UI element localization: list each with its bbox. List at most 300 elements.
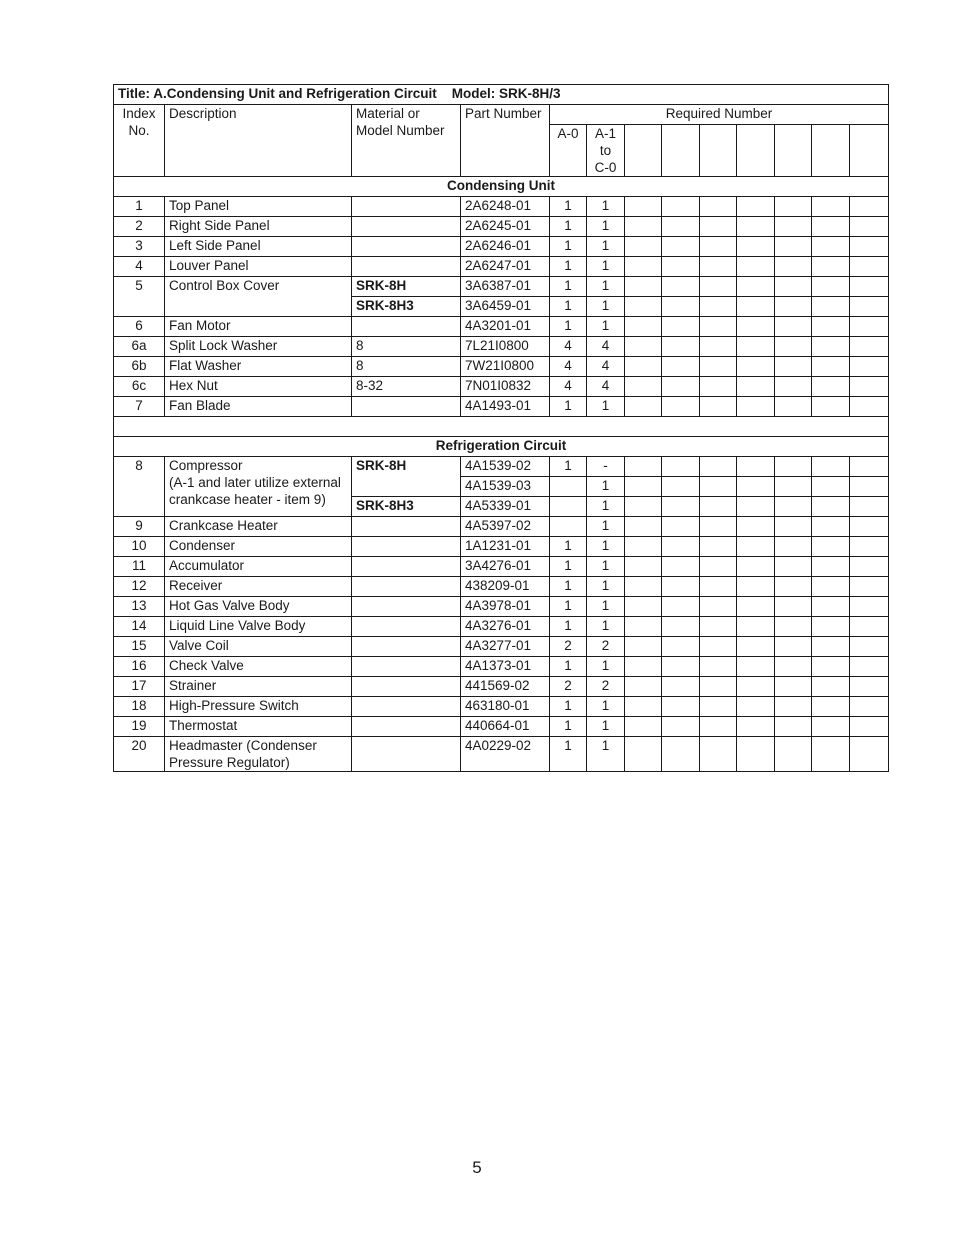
spacer-row xyxy=(114,417,889,437)
table-cell: 4A0229-02 xyxy=(461,737,550,772)
table-cell: 1 xyxy=(587,597,625,617)
table-cell xyxy=(550,497,587,517)
table-cell xyxy=(812,477,850,497)
table-cell xyxy=(352,217,461,237)
table-cell xyxy=(737,657,775,677)
table-cell xyxy=(662,477,700,497)
table-cell xyxy=(737,217,775,237)
table-cell xyxy=(850,637,889,657)
table-cell xyxy=(662,457,700,477)
table-row xyxy=(114,717,889,737)
table-cell xyxy=(812,257,850,277)
table-cell: 1 xyxy=(587,217,625,237)
table-cell xyxy=(775,197,812,217)
table-cell xyxy=(850,557,889,577)
table-cell: 1 xyxy=(587,197,625,217)
table-cell xyxy=(850,717,889,737)
table-cell: 1 xyxy=(550,597,587,617)
table-cell xyxy=(737,377,775,397)
table-cell xyxy=(737,637,775,657)
table-cell xyxy=(700,517,737,537)
table-row xyxy=(114,277,889,297)
table-cell xyxy=(850,197,889,217)
table-cell xyxy=(352,317,461,337)
table-cell xyxy=(700,577,737,597)
table-cell: 4A1539-03 xyxy=(461,477,550,497)
table-cell xyxy=(850,377,889,397)
table-cell xyxy=(625,557,662,577)
table-cell: 2A6245-01 xyxy=(461,217,550,237)
table-cell xyxy=(700,657,737,677)
table-cell xyxy=(737,357,775,377)
required-number-header: Required Number xyxy=(550,105,889,125)
table-cell: 2A6247-01 xyxy=(461,257,550,277)
table-cell xyxy=(812,337,850,357)
table-cell xyxy=(625,457,662,477)
section-title: Refrigeration Circuit xyxy=(114,437,889,457)
table-cell xyxy=(775,217,812,237)
table-cell xyxy=(662,737,700,772)
table-cell: Fan Motor xyxy=(165,317,352,337)
table-cell xyxy=(812,537,850,557)
table-cell: 1 xyxy=(587,297,625,317)
table-cell xyxy=(812,677,850,697)
table-cell xyxy=(850,297,889,317)
table-cell: 3A6387-01 xyxy=(461,277,550,297)
table-cell: SRK-8H3 xyxy=(352,497,461,517)
table-cell: 3A4276-01 xyxy=(461,557,550,577)
table-cell: 1 xyxy=(550,197,587,217)
table-cell xyxy=(625,397,662,417)
table-cell: Left Side Panel xyxy=(165,237,352,257)
table-cell: Split Lock Washer xyxy=(165,337,352,357)
title-text: Title: A.Condensing Unit and Refrigeration Circuit xyxy=(118,86,437,101)
table-cell xyxy=(352,637,461,657)
table-cell: 4A3201-01 xyxy=(461,317,550,337)
table-cell xyxy=(850,497,889,517)
table-row xyxy=(114,657,889,677)
table-cell xyxy=(662,317,700,337)
table-cell: 2 xyxy=(587,677,625,697)
table-cell: Receiver xyxy=(165,577,352,597)
table-cell xyxy=(775,717,812,737)
table-cell: Crankcase Heater xyxy=(165,517,352,537)
table-cell xyxy=(352,697,461,717)
table-cell: 1 xyxy=(587,517,625,537)
table-cell xyxy=(775,237,812,257)
table-cell xyxy=(737,237,775,257)
table-cell xyxy=(775,317,812,337)
table-row xyxy=(114,517,889,537)
table-cell xyxy=(662,677,700,697)
table-cell: Control Box Cover xyxy=(165,277,352,317)
table-cell: 4A1539-02 xyxy=(461,457,550,477)
table-cell xyxy=(737,737,775,772)
table-cell xyxy=(775,337,812,357)
table-cell: 9 xyxy=(114,517,165,537)
table-cell xyxy=(812,497,850,517)
table-cell xyxy=(625,677,662,697)
table-cell xyxy=(625,337,662,357)
table-cell: 2 xyxy=(550,677,587,697)
table-row xyxy=(114,317,889,337)
table-cell xyxy=(775,537,812,557)
table-cell: Headmaster (Condenser Pressure Regulator) xyxy=(165,737,352,772)
table-row xyxy=(114,257,889,277)
table-cell xyxy=(625,737,662,772)
table-cell: 1 xyxy=(550,277,587,297)
table-cell xyxy=(850,737,889,772)
table-cell: 5 xyxy=(114,277,165,317)
a1-header: A-1 to C-0 xyxy=(587,125,625,177)
table-row xyxy=(114,397,889,417)
table-cell: 1 xyxy=(114,197,165,217)
table-cell: 12 xyxy=(114,577,165,597)
a0-header: A-0 xyxy=(550,125,587,177)
table-row xyxy=(114,637,889,657)
table-cell xyxy=(737,577,775,597)
table-cell xyxy=(352,237,461,257)
table-row xyxy=(114,197,889,217)
table-cell: Valve Coil xyxy=(165,637,352,657)
table-cell: 1 xyxy=(550,257,587,277)
table-cell xyxy=(812,717,850,737)
table-cell: 4A3277-01 xyxy=(461,637,550,657)
table-cell xyxy=(352,677,461,697)
table-cell xyxy=(700,357,737,377)
section-refrigeration-circuit xyxy=(114,437,889,457)
table-cell: - xyxy=(587,457,625,477)
table-cell xyxy=(700,337,737,357)
page-number: 5 xyxy=(472,1158,482,1177)
table-cell: 16 xyxy=(114,657,165,677)
table-cell: 4 xyxy=(550,377,587,397)
table-cell xyxy=(700,125,737,177)
table-cell xyxy=(625,697,662,717)
table-cell xyxy=(812,577,850,597)
table-cell xyxy=(700,457,737,477)
table-cell: 17 xyxy=(114,677,165,697)
table-cell: 6 xyxy=(114,317,165,337)
table-cell: 2 xyxy=(114,217,165,237)
table-cell xyxy=(775,357,812,377)
table-cell xyxy=(352,257,461,277)
table-cell: 6b xyxy=(114,357,165,377)
table-cell: Hot Gas Valve Body xyxy=(165,597,352,617)
table-cell xyxy=(775,737,812,772)
table-cell: 19 xyxy=(114,717,165,737)
table-cell: SRK-8H xyxy=(352,277,461,297)
table-cell xyxy=(775,517,812,537)
table-cell: Check Valve xyxy=(165,657,352,677)
table-cell xyxy=(625,657,662,677)
table-cell xyxy=(850,317,889,337)
table-cell xyxy=(114,417,889,437)
table-cell xyxy=(700,617,737,637)
table-cell xyxy=(812,697,850,717)
table-row xyxy=(114,737,889,772)
table-cell: 1 xyxy=(587,277,625,297)
table-cell xyxy=(662,577,700,597)
table-cell: 4A1373-01 xyxy=(461,657,550,677)
table-cell: Top Panel xyxy=(165,197,352,217)
table-cell xyxy=(352,577,461,597)
table-cell xyxy=(662,617,700,637)
table-cell xyxy=(737,497,775,517)
table-cell xyxy=(700,637,737,657)
table-cell: 1 xyxy=(550,617,587,637)
table-cell xyxy=(737,697,775,717)
table-cell xyxy=(662,277,700,297)
table-cell xyxy=(662,125,700,177)
table-cell xyxy=(775,577,812,597)
table-cell: 4A3276-01 xyxy=(461,617,550,637)
table-row xyxy=(114,577,889,597)
table-cell xyxy=(737,297,775,317)
table-cell xyxy=(812,125,850,177)
table-cell: 1 xyxy=(587,657,625,677)
table-cell: 4A3978-01 xyxy=(461,597,550,617)
table-cell xyxy=(812,517,850,537)
table-cell: 1 xyxy=(550,557,587,577)
table-cell xyxy=(737,617,775,637)
table-cell xyxy=(700,217,737,237)
table-cell: 15 xyxy=(114,637,165,657)
table-cell: 4A5339-01 xyxy=(461,497,550,517)
table-cell xyxy=(775,617,812,637)
index-header: Index No. xyxy=(114,105,165,177)
table-cell: 4 xyxy=(587,357,625,377)
table-cell: High-Pressure Switch xyxy=(165,697,352,717)
table-cell xyxy=(850,697,889,717)
table-cell: 11 xyxy=(114,557,165,577)
table-cell: Flat Washer xyxy=(165,357,352,377)
table-cell: 2A6246-01 xyxy=(461,237,550,257)
table-cell xyxy=(737,477,775,497)
table-cell: 4 xyxy=(114,257,165,277)
table-cell: Condenser xyxy=(165,537,352,557)
table-cell: 1 xyxy=(587,317,625,337)
table-cell xyxy=(662,717,700,737)
table-cell xyxy=(737,517,775,537)
table-cell xyxy=(352,397,461,417)
table-cell xyxy=(737,557,775,577)
table-cell xyxy=(662,337,700,357)
table-cell xyxy=(625,617,662,637)
table-cell xyxy=(700,377,737,397)
table-cell xyxy=(662,537,700,557)
table-cell xyxy=(700,677,737,697)
title-row xyxy=(114,85,889,105)
table-cell xyxy=(625,125,662,177)
table-row xyxy=(114,237,889,257)
table-cell xyxy=(775,257,812,277)
table-cell xyxy=(700,257,737,277)
table-cell: Compressor (A-1 and later utilize external crankcase heater - item 9) xyxy=(165,457,352,517)
table-cell xyxy=(850,277,889,297)
table-cell xyxy=(812,217,850,237)
table-cell xyxy=(625,277,662,297)
section-title: Condensing Unit xyxy=(114,177,889,197)
table-cell: 8 xyxy=(114,457,165,517)
table-cell: 1 xyxy=(587,497,625,517)
table-cell: Right Side Panel xyxy=(165,217,352,237)
table-cell: 1 xyxy=(550,577,587,597)
table-cell xyxy=(700,557,737,577)
table-cell xyxy=(850,677,889,697)
table-row xyxy=(114,677,889,697)
table-cell xyxy=(737,125,775,177)
table-cell: 463180-01 xyxy=(461,697,550,717)
table-cell xyxy=(700,597,737,617)
table-cell: 1 xyxy=(550,457,587,477)
table-cell xyxy=(775,125,812,177)
table-cell xyxy=(850,577,889,597)
table-cell xyxy=(850,597,889,617)
table-cell xyxy=(775,657,812,677)
table-cell xyxy=(662,557,700,577)
table-cell: 14 xyxy=(114,617,165,637)
table-cell: 1A1231-01 xyxy=(461,537,550,557)
table-cell: 1 xyxy=(550,397,587,417)
table-cell xyxy=(550,517,587,537)
table-cell xyxy=(662,597,700,617)
table-cell xyxy=(700,297,737,317)
table-cell: 1 xyxy=(587,697,625,717)
table-cell xyxy=(775,457,812,477)
table-cell: 1 xyxy=(587,737,625,772)
table-cell xyxy=(812,317,850,337)
table-cell: 1 xyxy=(550,697,587,717)
table-cell: 1 xyxy=(587,477,625,497)
table-cell xyxy=(625,297,662,317)
table-cell xyxy=(850,217,889,237)
table-cell xyxy=(352,557,461,577)
table-row xyxy=(114,337,889,357)
table-cell xyxy=(625,237,662,257)
table-cell: Strainer xyxy=(165,677,352,697)
table-cell xyxy=(775,597,812,617)
table-cell xyxy=(775,297,812,317)
table-row xyxy=(114,697,889,717)
table-cell xyxy=(625,517,662,537)
table-cell xyxy=(775,557,812,577)
table-cell xyxy=(812,357,850,377)
table-row xyxy=(114,617,889,637)
table-cell xyxy=(812,737,850,772)
table-cell xyxy=(662,257,700,277)
table-row xyxy=(114,557,889,577)
table-cell xyxy=(625,497,662,517)
table-cell xyxy=(352,597,461,617)
table-cell xyxy=(850,617,889,637)
table-cell: 1 xyxy=(587,397,625,417)
material-header: Material or Model Number xyxy=(352,105,461,177)
table-cell: 1 xyxy=(550,237,587,257)
table-cell: 441569-02 xyxy=(461,677,550,697)
table-cell xyxy=(775,677,812,697)
table-cell xyxy=(625,257,662,277)
table-cell xyxy=(700,537,737,557)
table-cell xyxy=(775,277,812,297)
table-cell xyxy=(662,397,700,417)
table-cell xyxy=(812,377,850,397)
table-cell: 1 xyxy=(587,237,625,257)
model-text: Model: SRK-8H/3 xyxy=(451,86,561,101)
table-cell xyxy=(700,717,737,737)
table-cell xyxy=(662,657,700,677)
table-cell: 1 xyxy=(550,297,587,317)
table-cell xyxy=(737,677,775,697)
table-cell xyxy=(662,637,700,657)
parts-table xyxy=(113,84,889,772)
table-cell xyxy=(625,717,662,737)
table-cell xyxy=(700,237,737,257)
table-cell xyxy=(775,697,812,717)
table-cell: Thermostat xyxy=(165,717,352,737)
table-cell xyxy=(700,277,737,297)
table-cell xyxy=(812,597,850,617)
table-cell xyxy=(662,297,700,317)
table-cell xyxy=(662,517,700,537)
table-cell xyxy=(662,377,700,397)
table-cell: 1 xyxy=(587,257,625,277)
table-cell: 4A5397-02 xyxy=(461,517,550,537)
table-cell xyxy=(625,597,662,617)
table-cell xyxy=(737,257,775,277)
table-cell xyxy=(850,125,889,177)
part-number-header: Part Number xyxy=(461,105,550,177)
table-cell: 8-32 xyxy=(352,377,461,397)
table-cell xyxy=(737,317,775,337)
table-cell xyxy=(775,497,812,517)
table-row xyxy=(114,357,889,377)
table-cell xyxy=(850,657,889,677)
table-cell: 1 xyxy=(587,557,625,577)
table-cell xyxy=(737,597,775,617)
table-cell: SRK-8H xyxy=(352,457,461,497)
table-cell xyxy=(812,637,850,657)
table-cell xyxy=(352,617,461,637)
table-cell xyxy=(352,657,461,677)
table-cell: 4A1493-01 xyxy=(461,397,550,417)
table-cell xyxy=(812,657,850,677)
table-cell xyxy=(850,397,889,417)
table-cell: Liquid Line Valve Body xyxy=(165,617,352,637)
table-cell: 1 xyxy=(587,717,625,737)
table-cell: 2 xyxy=(550,637,587,657)
table-cell xyxy=(850,357,889,377)
table-cell: 4 xyxy=(550,337,587,357)
table-cell xyxy=(737,197,775,217)
table-row xyxy=(114,457,889,477)
table-cell: SRK-8H3 xyxy=(352,297,461,317)
table-cell xyxy=(352,517,461,537)
table-cell xyxy=(850,477,889,497)
table-cell xyxy=(700,397,737,417)
table-cell xyxy=(625,217,662,237)
table-cell: 440664-01 xyxy=(461,717,550,737)
table-cell: 7 xyxy=(114,397,165,417)
table-cell xyxy=(352,197,461,217)
table-cell xyxy=(662,217,700,237)
table-cell: 1 xyxy=(587,537,625,557)
table-cell: 1 xyxy=(587,577,625,597)
table-cell xyxy=(737,537,775,557)
table-cell xyxy=(352,537,461,557)
table-cell: 4 xyxy=(550,357,587,377)
table-cell xyxy=(850,457,889,477)
